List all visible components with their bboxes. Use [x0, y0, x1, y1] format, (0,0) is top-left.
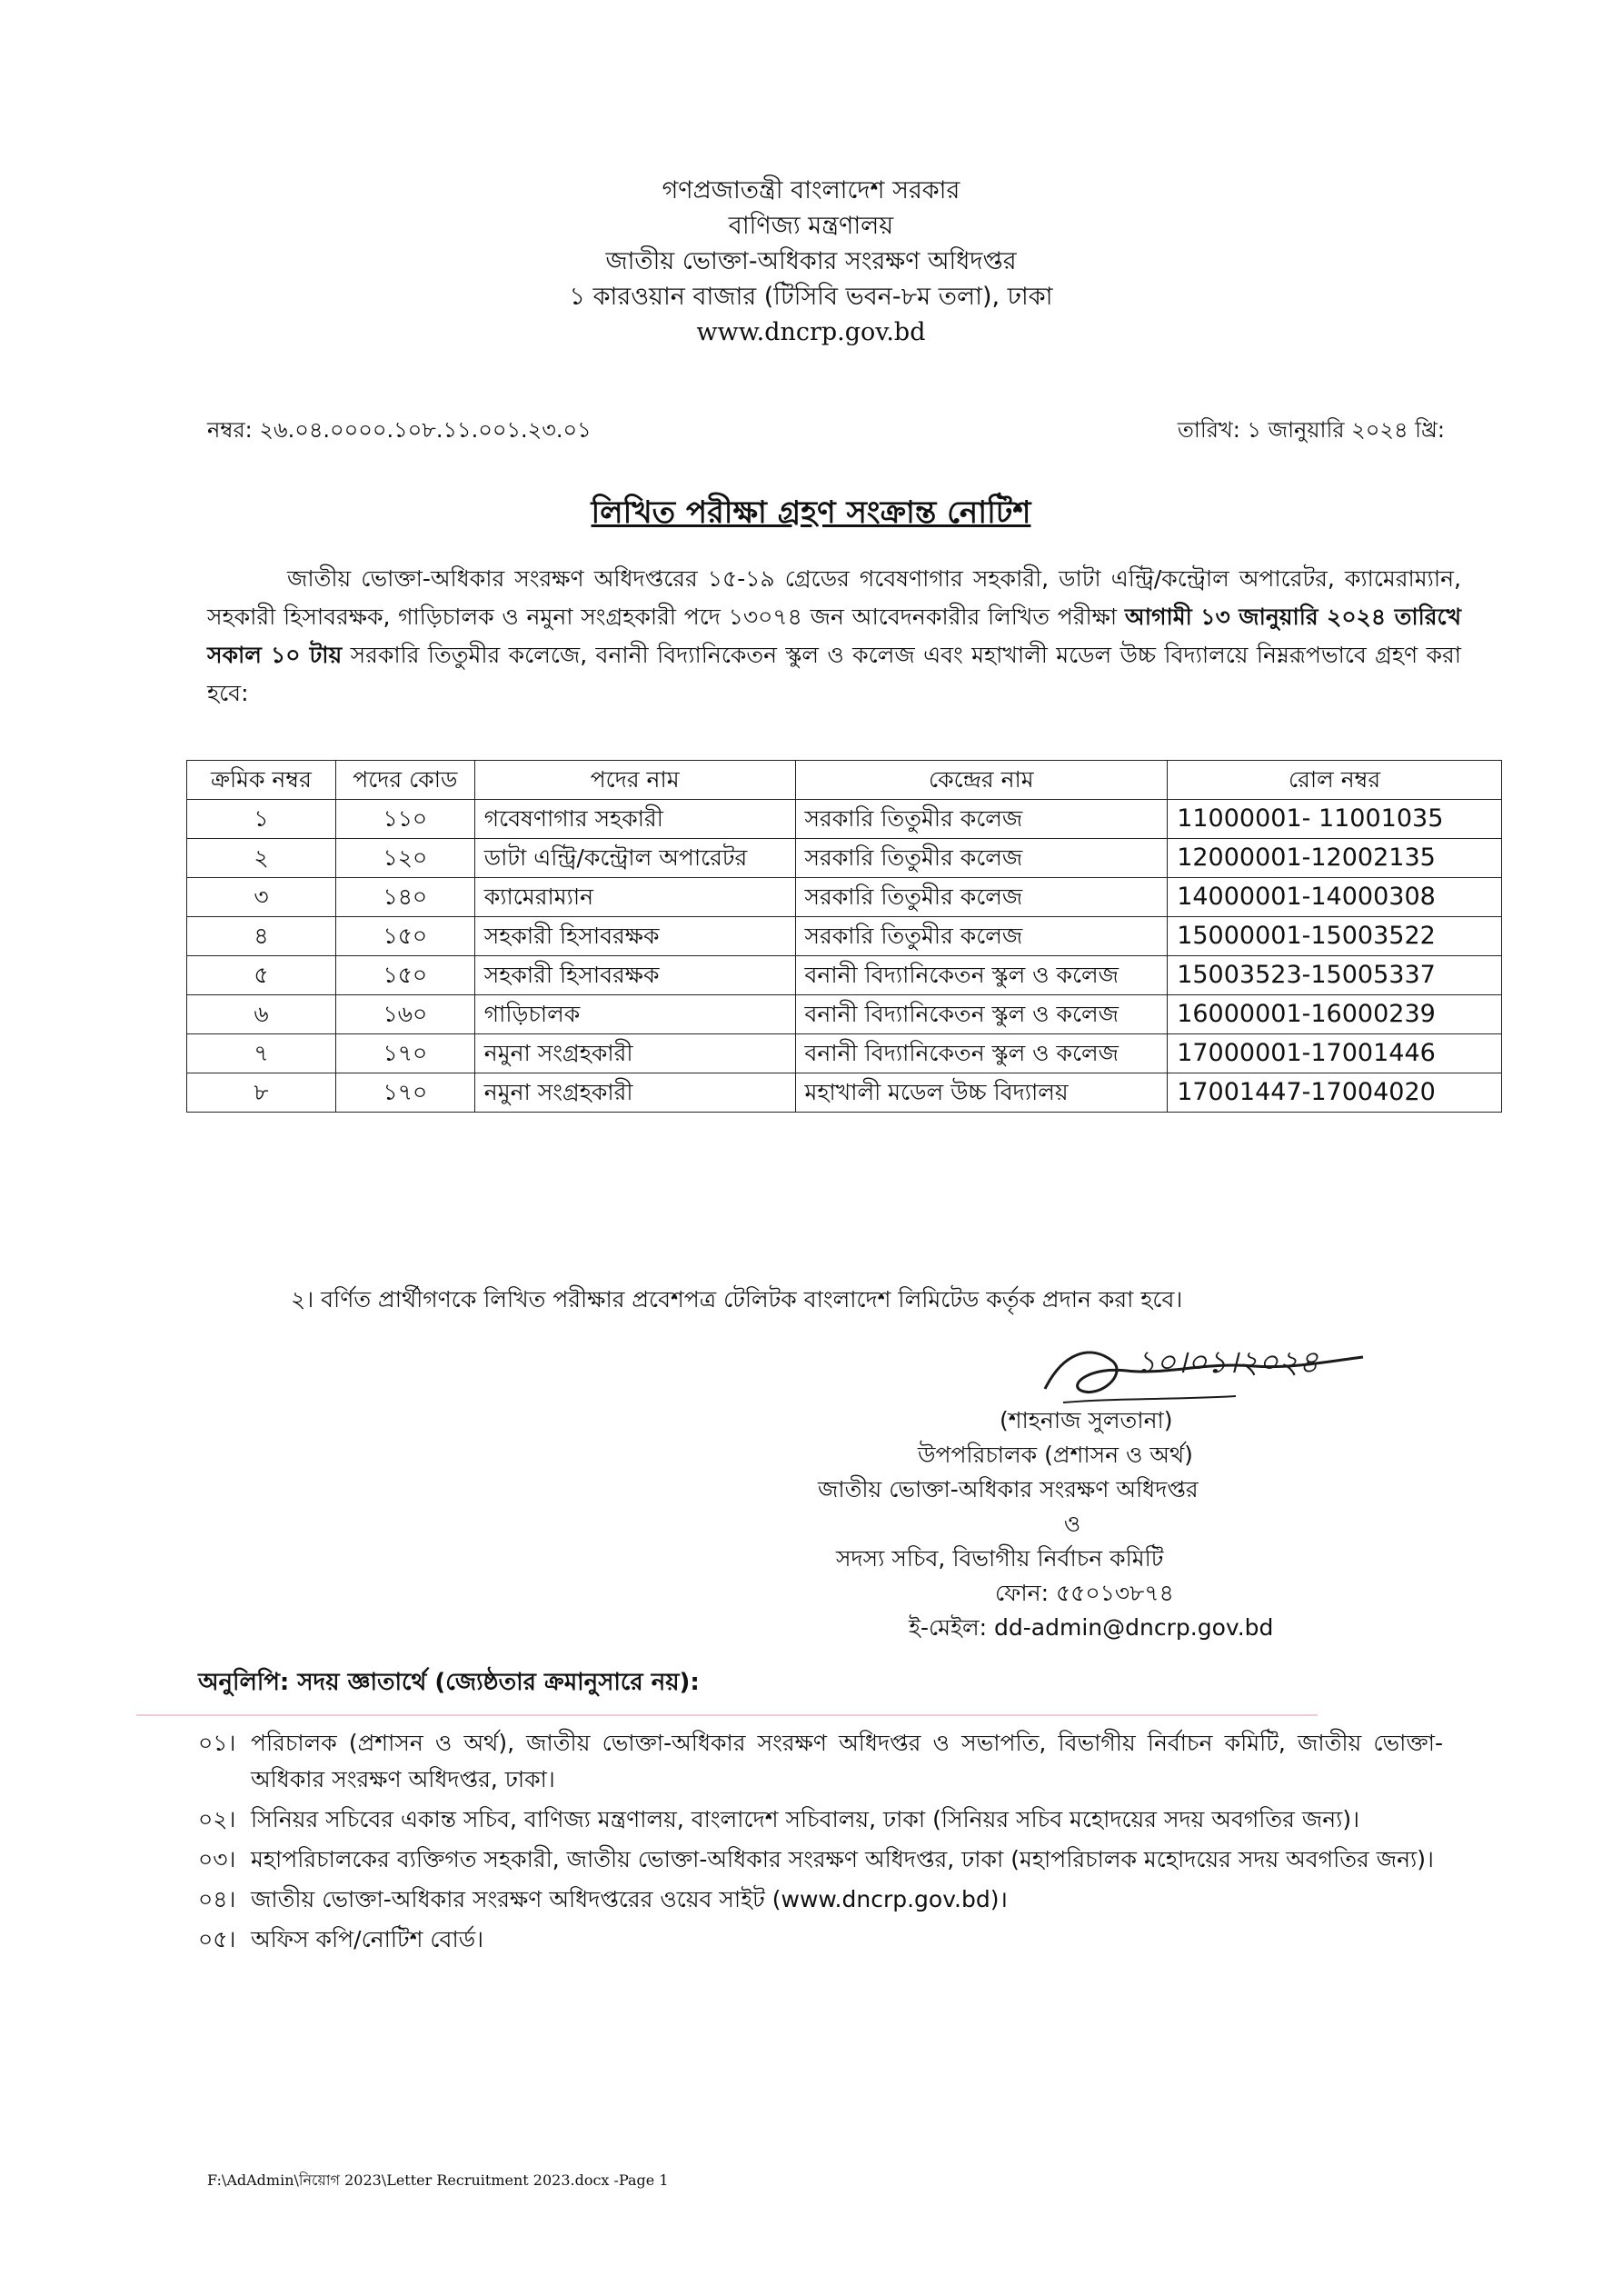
cell-serial: ২	[187, 839, 336, 878]
intro-paragraph	[207, 560, 1461, 713]
table-row	[187, 839, 1502, 878]
list-item-text: পরিচালক (প্রশাসন ও অর্থ), জাতীয় ভোক্তা-অধিকার সংরক্ষণ অধিদপ্তর ও সভাপতি, বিভাগীয় নির্বাচন কমিটি, জাতীয় ভোক্তা-অধিকার সংরক্ষণ অধিদপ্তর, ঢাকা।	[251, 1730, 1443, 1792]
department-name: জাতীয় ভোক্তা-অধিকার সংরক্ষণ অধিদপ্তর	[605, 247, 1017, 275]
cell-post-name: গাড়িচালক	[474, 995, 795, 1034]
cell-serial: ১	[187, 800, 336, 839]
cell-roll-number: 11000001- 11001035	[1168, 800, 1502, 839]
cell-post-code: ১৬০	[335, 995, 474, 1034]
copy-list	[198, 1725, 1443, 1962]
office-address: ১ কারওয়ান বাজার (টিসিবি ভবন-৮ম তলা), ঢাকা	[569, 283, 1053, 311]
cell-serial: ৮	[187, 1073, 336, 1113]
header-post-name: পদের নাম	[474, 761, 795, 800]
cell-serial: ৩	[187, 878, 336, 917]
signatory-block	[818, 1403, 1454, 1645]
exam-schedule-table	[186, 760, 1502, 1113]
cell-roll-number: 17001447-17004020	[1168, 1073, 1502, 1113]
cell-center-name: সরকারি তিতুমীর কলেজ	[795, 839, 1168, 878]
list-item	[198, 1725, 1443, 1798]
cell-center-name: মহাখালী মডেল উচ্চ বিদ্যালয়	[795, 1073, 1168, 1113]
cell-post-code: ১৭০	[335, 1073, 474, 1113]
list-item-number: ০৩।	[198, 1846, 236, 1872]
memo-number: নম্বর: ২৬.০৪.০০০০.১০৮.১১.০০১.২৩.০১	[207, 417, 592, 443]
ministry-name: বাণিজ্য মন্ত্রণালয়	[728, 212, 894, 240]
cell-post-name: ক্যামেরাম্যান	[474, 878, 795, 917]
cell-center-name: সরকারি তিতুমীর কলেজ	[795, 800, 1168, 839]
table-row	[187, 800, 1502, 839]
cell-post-code: ১৫০	[335, 917, 474, 956]
cell-roll-number: 12000001-12002135	[1168, 839, 1502, 878]
cell-roll-number: 15003523-15005337	[1168, 956, 1502, 995]
signatory-phone: ফোন: ৫৫০১৩৮৭৪	[995, 1580, 1174, 1606]
header-serial: ক্রমিক নম্বর	[187, 761, 336, 800]
header-roll-number: রোল নম্বর	[1168, 761, 1502, 800]
file-path-footer: F:\AdAdmin\নিয়োগ 2023\Letter Recruitment 2023.docx -Page 1	[207, 2171, 669, 2189]
cell-center-name: বনানী বিদ্যানিকেতন স্কুল ও কলেজ	[795, 1034, 1168, 1073]
list-item-number: ০১।	[198, 1730, 236, 1756]
table-row	[187, 956, 1502, 995]
list-item-text: অফিস কপি/নোটিশ বোর্ড।	[251, 1926, 484, 1952]
cell-post-code: ১১০	[335, 800, 474, 839]
table-row	[187, 1034, 1502, 1073]
cell-post-code: ১৭০	[335, 1034, 474, 1073]
table-row	[187, 878, 1502, 917]
signatory-name: (শাহনাজ সুলতানা)	[1000, 1407, 1173, 1433]
copy-heading: অনুলিপি: সদয় জ্ঞাতার্থে (জ্যেষ্ঠতার ক্রমানুসারে নয়):	[198, 1669, 700, 1696]
signature-date: ১০।০১।২০২৪	[1136, 1344, 1319, 1381]
cell-serial: ৬	[187, 995, 336, 1034]
website: www.dncrp.gov.bd	[696, 318, 926, 346]
cell-post-name: ডাটা এন্ট্রি/কন্ট্রোল অপারেটর	[474, 839, 795, 878]
header-center-name: কেন্দ্রের নাম	[795, 761, 1168, 800]
list-item	[198, 1802, 1443, 1838]
notice-title: লিখিত পরীক্ষা গ্রহণ সংক্রান্ত নোটিশ	[591, 494, 1031, 531]
cell-roll-number: 15000001-15003522	[1168, 917, 1502, 956]
cell-serial: ৪	[187, 917, 336, 956]
cell-post-code: ১৪০	[335, 878, 474, 917]
cell-roll-number: 14000001-14000308	[1168, 878, 1502, 917]
signatory-designation: উপপরিচালক (প্রশাসন ও অর্থ)	[918, 1442, 1193, 1468]
intro-part1: জাতীয় ভোক্তা-অধিকার সংরক্ষণ অধিদপ্তরের ১৫-১৯ গ্রেডের গবেষণাগার সহকারী, ডাটা এন্ট্রি/কন্ট্রোল অপারেটর, ক্যামেরাম্যান, সহকারী হিসাবরক্ষক, গাড়িচালক ও নমুনা সংগ্রহকারী পদে ১৩০৭৪ জন আবেদনকারীর লিখিত পরীক্ষা	[207, 565, 1461, 630]
list-item-number: ০৪।	[198, 1886, 236, 1912]
list-item	[198, 1842, 1443, 1878]
cell-serial: ৫	[187, 956, 336, 995]
header-post-code: পদের কোড	[335, 761, 474, 800]
cell-post-name: নমুনা সংগ্রহকারী	[474, 1034, 795, 1073]
signatory-and: ও	[1063, 1511, 1081, 1537]
list-item-text: জাতীয় ভোক্তা-অধিকার সংরক্ষণ অধিদপ্তরের ওয়েব সাইট (www.dncrp.gov.bd)।	[251, 1886, 1008, 1912]
table-row	[187, 1073, 1502, 1113]
cell-post-name: নমুনা সংগ্রহকারী	[474, 1073, 795, 1113]
signatory-role: সদস্য সচিব, বিভাগীয় নির্বাচন কমিটি	[836, 1545, 1164, 1572]
cell-post-name: গবেষণাগার সহকারী	[474, 800, 795, 839]
cell-roll-number: 17000001-17001446	[1168, 1034, 1502, 1073]
list-item	[198, 1882, 1443, 1918]
signatory-email: ই-মেইল: dd-admin@dncrp.gov.bd	[909, 1614, 1274, 1641]
intro-part2: সরকারি তিতুমীর কলেজে, বনানী বিদ্যানিকেতন স্কুল ও কলেজ এবং মহাখালী মডেল উচ্চ বিদ্যালয়ে নিম্নরূপভাবে গ্রহণ করা হবে:	[207, 642, 1461, 706]
list-item-number: ০২।	[198, 1806, 236, 1832]
cell-post-name: সহকারী হিসাবরক্ষক	[474, 917, 795, 956]
table-row	[187, 995, 1502, 1034]
cell-center-name: সরকারি তিতুমীর কলেজ	[795, 878, 1168, 917]
cell-post-name: সহকারী হিসাবরক্ষক	[474, 956, 795, 995]
list-item-number: ০৫।	[198, 1926, 236, 1952]
government-name: গণপ্রজাতন্ত্রী বাংলাদেশ সরকার	[662, 176, 960, 205]
list-item	[198, 1922, 1443, 1958]
signatory-office: জাতীয় ভোক্তা-অধিকার সংরক্ষণ অধিদপ্তর	[818, 1476, 1199, 1502]
admit-card-note: ২। বর্ণিত প্রার্থীগণকে লিখিত পরীক্ষার প্রবেশপত্র টেলিটক বাংলাদেশ লিমিটেড কর্তৃক প্রদান করা হবে।	[291, 1286, 1183, 1313]
list-item-text: মহাপরিচালকের ব্যক্তিগত সহকারী, জাতীয় ভোক্তা-অধিকার সংরক্ষণ অধিদপ্তর, ঢাকা (মহাপরিচালক মহোদয়ের সদয় অবগতির জন্য)।	[251, 1846, 1434, 1872]
list-item-text: সিনিয়র সচিবের একান্ত সচিব, বাণিজ্য মন্ত্রণালয়, বাংলাদেশ সচিবালয়, ঢাকা (সিনিয়র সচিব মহোদয়ের সদয় অবগতির জন্য)।	[251, 1806, 1360, 1832]
cell-center-name: বনানী বিদ্যানিকেতন স্কুল ও কলেজ	[795, 995, 1168, 1034]
cell-post-code: ১৫০	[335, 956, 474, 995]
cell-post-code: ১২০	[335, 839, 474, 878]
cell-serial: ৭	[187, 1034, 336, 1073]
table-row	[187, 917, 1502, 956]
memo-date: তারিখ: ১ জানুয়ারি ২০২৪ খ্রি:	[1177, 417, 1445, 443]
cell-center-name: সরকারি তিতুমীর কলেজ	[795, 917, 1168, 956]
cell-center-name: বনানী বিদ্যানিকেতন স্কুল ও কলেজ	[795, 956, 1168, 995]
table-header-row	[187, 761, 1502, 800]
letterhead	[0, 173, 1622, 350]
divider	[136, 1714, 1318, 1716]
intro-bold: আগামী ১৩ জানুয়ারি ২০২৪ তারিখে সকাল ১০ টায়	[207, 604, 1461, 668]
cell-roll-number: 16000001-16000239	[1168, 995, 1502, 1034]
